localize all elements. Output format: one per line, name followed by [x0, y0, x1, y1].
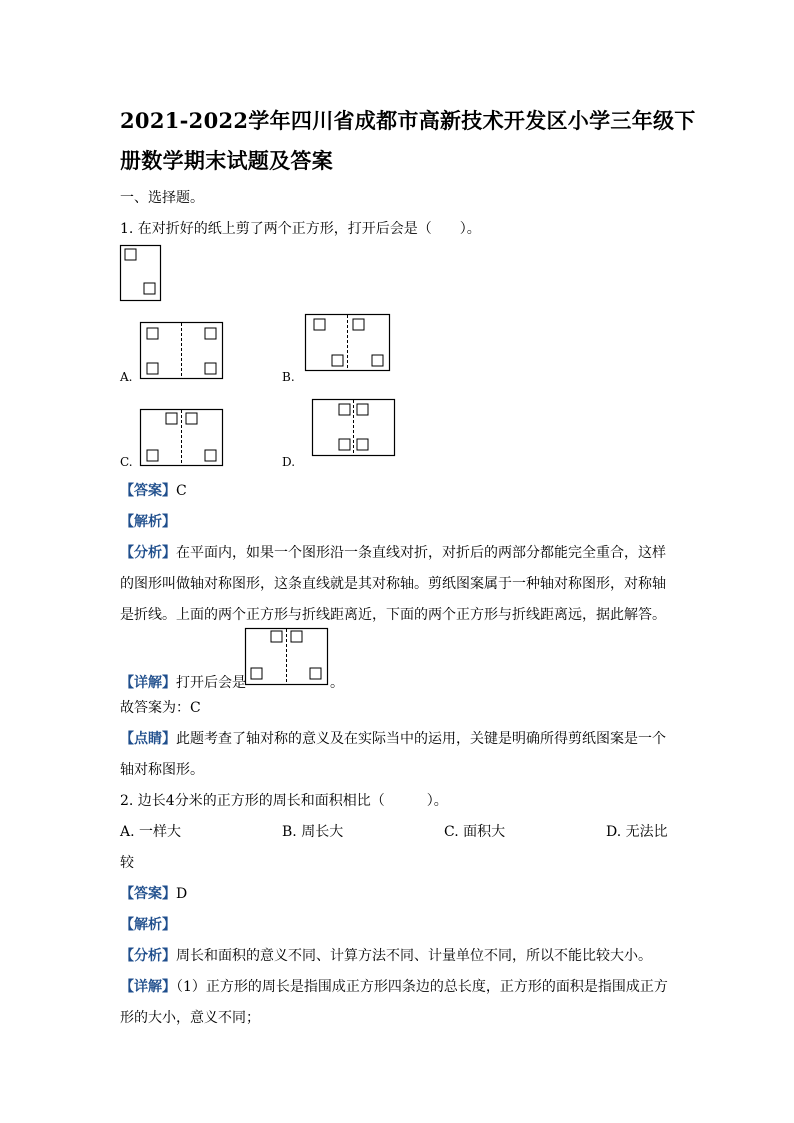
q1-fenxi-text-2: 的图形叫做轴对称图形，这条直线就是其对称轴。剪纸图案属于一种轴对称图形，对称轴: [120, 576, 666, 592]
q2-answer-value: D: [176, 886, 188, 902]
q1-option-c-figure: [140, 409, 224, 467]
q2-xiangjie-text-2: 形的大小，意义不同；: [120, 1010, 260, 1026]
q1-option-b-figure: [305, 314, 391, 372]
q2-answer-tag: 【答案】: [120, 886, 176, 902]
q1-dianjing-tag: 【点睛】: [120, 731, 176, 747]
q2-xiangjie-text-1: （1）正方形的周长是指围成正方形四条边的总长度，正方形的面积是指围成正方: [176, 979, 668, 995]
q2-analysis-tag: 【解析】: [120, 917, 176, 933]
q2-option-b: B. 周长大: [282, 824, 344, 840]
q1-xiangjie-end: 。: [330, 675, 344, 691]
q2-option-d-wrap: 较: [120, 855, 134, 871]
q1-xiangjie-text: 打开后会是: [176, 675, 246, 691]
q1-dianjing-line1: [120, 728, 666, 748]
q2-xiangjie-tag: 【详解】: [120, 979, 176, 995]
q1-analysis-tag: 【解析】: [120, 514, 176, 530]
q1-xiangjie-tag: 【详解】: [120, 675, 176, 691]
q1-answer-value: C: [176, 483, 187, 499]
q2-answer: [120, 883, 187, 903]
q1-stem: 1. 在对折好的纸上剪了两个正方形，打开后会是（ ）。: [120, 221, 481, 237]
q2-stem: 2. 边长4分米的正方形的周长和面积相比（ ）。: [120, 793, 448, 809]
q1-option-a-label: A.: [120, 370, 133, 384]
q1-option-a-figure: [140, 322, 224, 380]
q1-final-answer: 故答案为：C: [120, 700, 201, 716]
q1-option-d-figure: [312, 399, 396, 457]
q1-xiangjie-line: [120, 672, 246, 692]
q2-option-d: D. 无法比: [606, 824, 668, 840]
q1-fenxi-text-3: 是折线。上面的两个正方形与折线距离近，下面的两个正方形与折线距离远，据此解答。: [120, 607, 666, 623]
q1-folded-paper-figure: [120, 245, 162, 301]
q2-fenxi-text: 周长和面积的意义不同、计算方法不同、计量单位不同，所以不能比较大小。: [176, 948, 652, 964]
document-title-line1: 2021-2022学年四川省成都市高新技术开发区小学三年级下: [120, 108, 696, 133]
q1-answer-tag: 【答案】: [120, 483, 176, 499]
q2-option-c: C. 面积大: [444, 824, 506, 840]
q2-option-a: A. 一样大: [120, 824, 182, 840]
q2-fenxi-tag: 【分析】: [120, 948, 176, 964]
q1-xiangjie-answer-figure: [245, 628, 329, 686]
section-heading: 一、选择题。: [120, 190, 204, 206]
q2-fenxi-line: [120, 945, 652, 965]
q1-dianjing-text-2: 轴对称图形。: [120, 762, 204, 778]
q2-xiangjie-line1: [120, 976, 668, 996]
q1-dianjing-text-1: 此题考查了轴对称的意义及在实际当中的运用，关键是明确所得剪纸图案是一个: [176, 731, 666, 747]
q1-answer: [120, 480, 187, 500]
q1-option-b-label: B.: [282, 370, 295, 384]
q1-option-c-label: C.: [120, 455, 133, 469]
q1-fenxi-tag: 【分析】: [120, 545, 176, 561]
q1-option-d-label: D.: [282, 455, 296, 469]
q1-fenxi-line1: [120, 542, 666, 562]
q1-fenxi-text-1: 在平面内，如果一个图形沿一条直线对折，对折后的两部分都能完全重合，这样: [176, 545, 666, 561]
document-title-line2: 册数学期末试题及答案: [120, 148, 333, 173]
